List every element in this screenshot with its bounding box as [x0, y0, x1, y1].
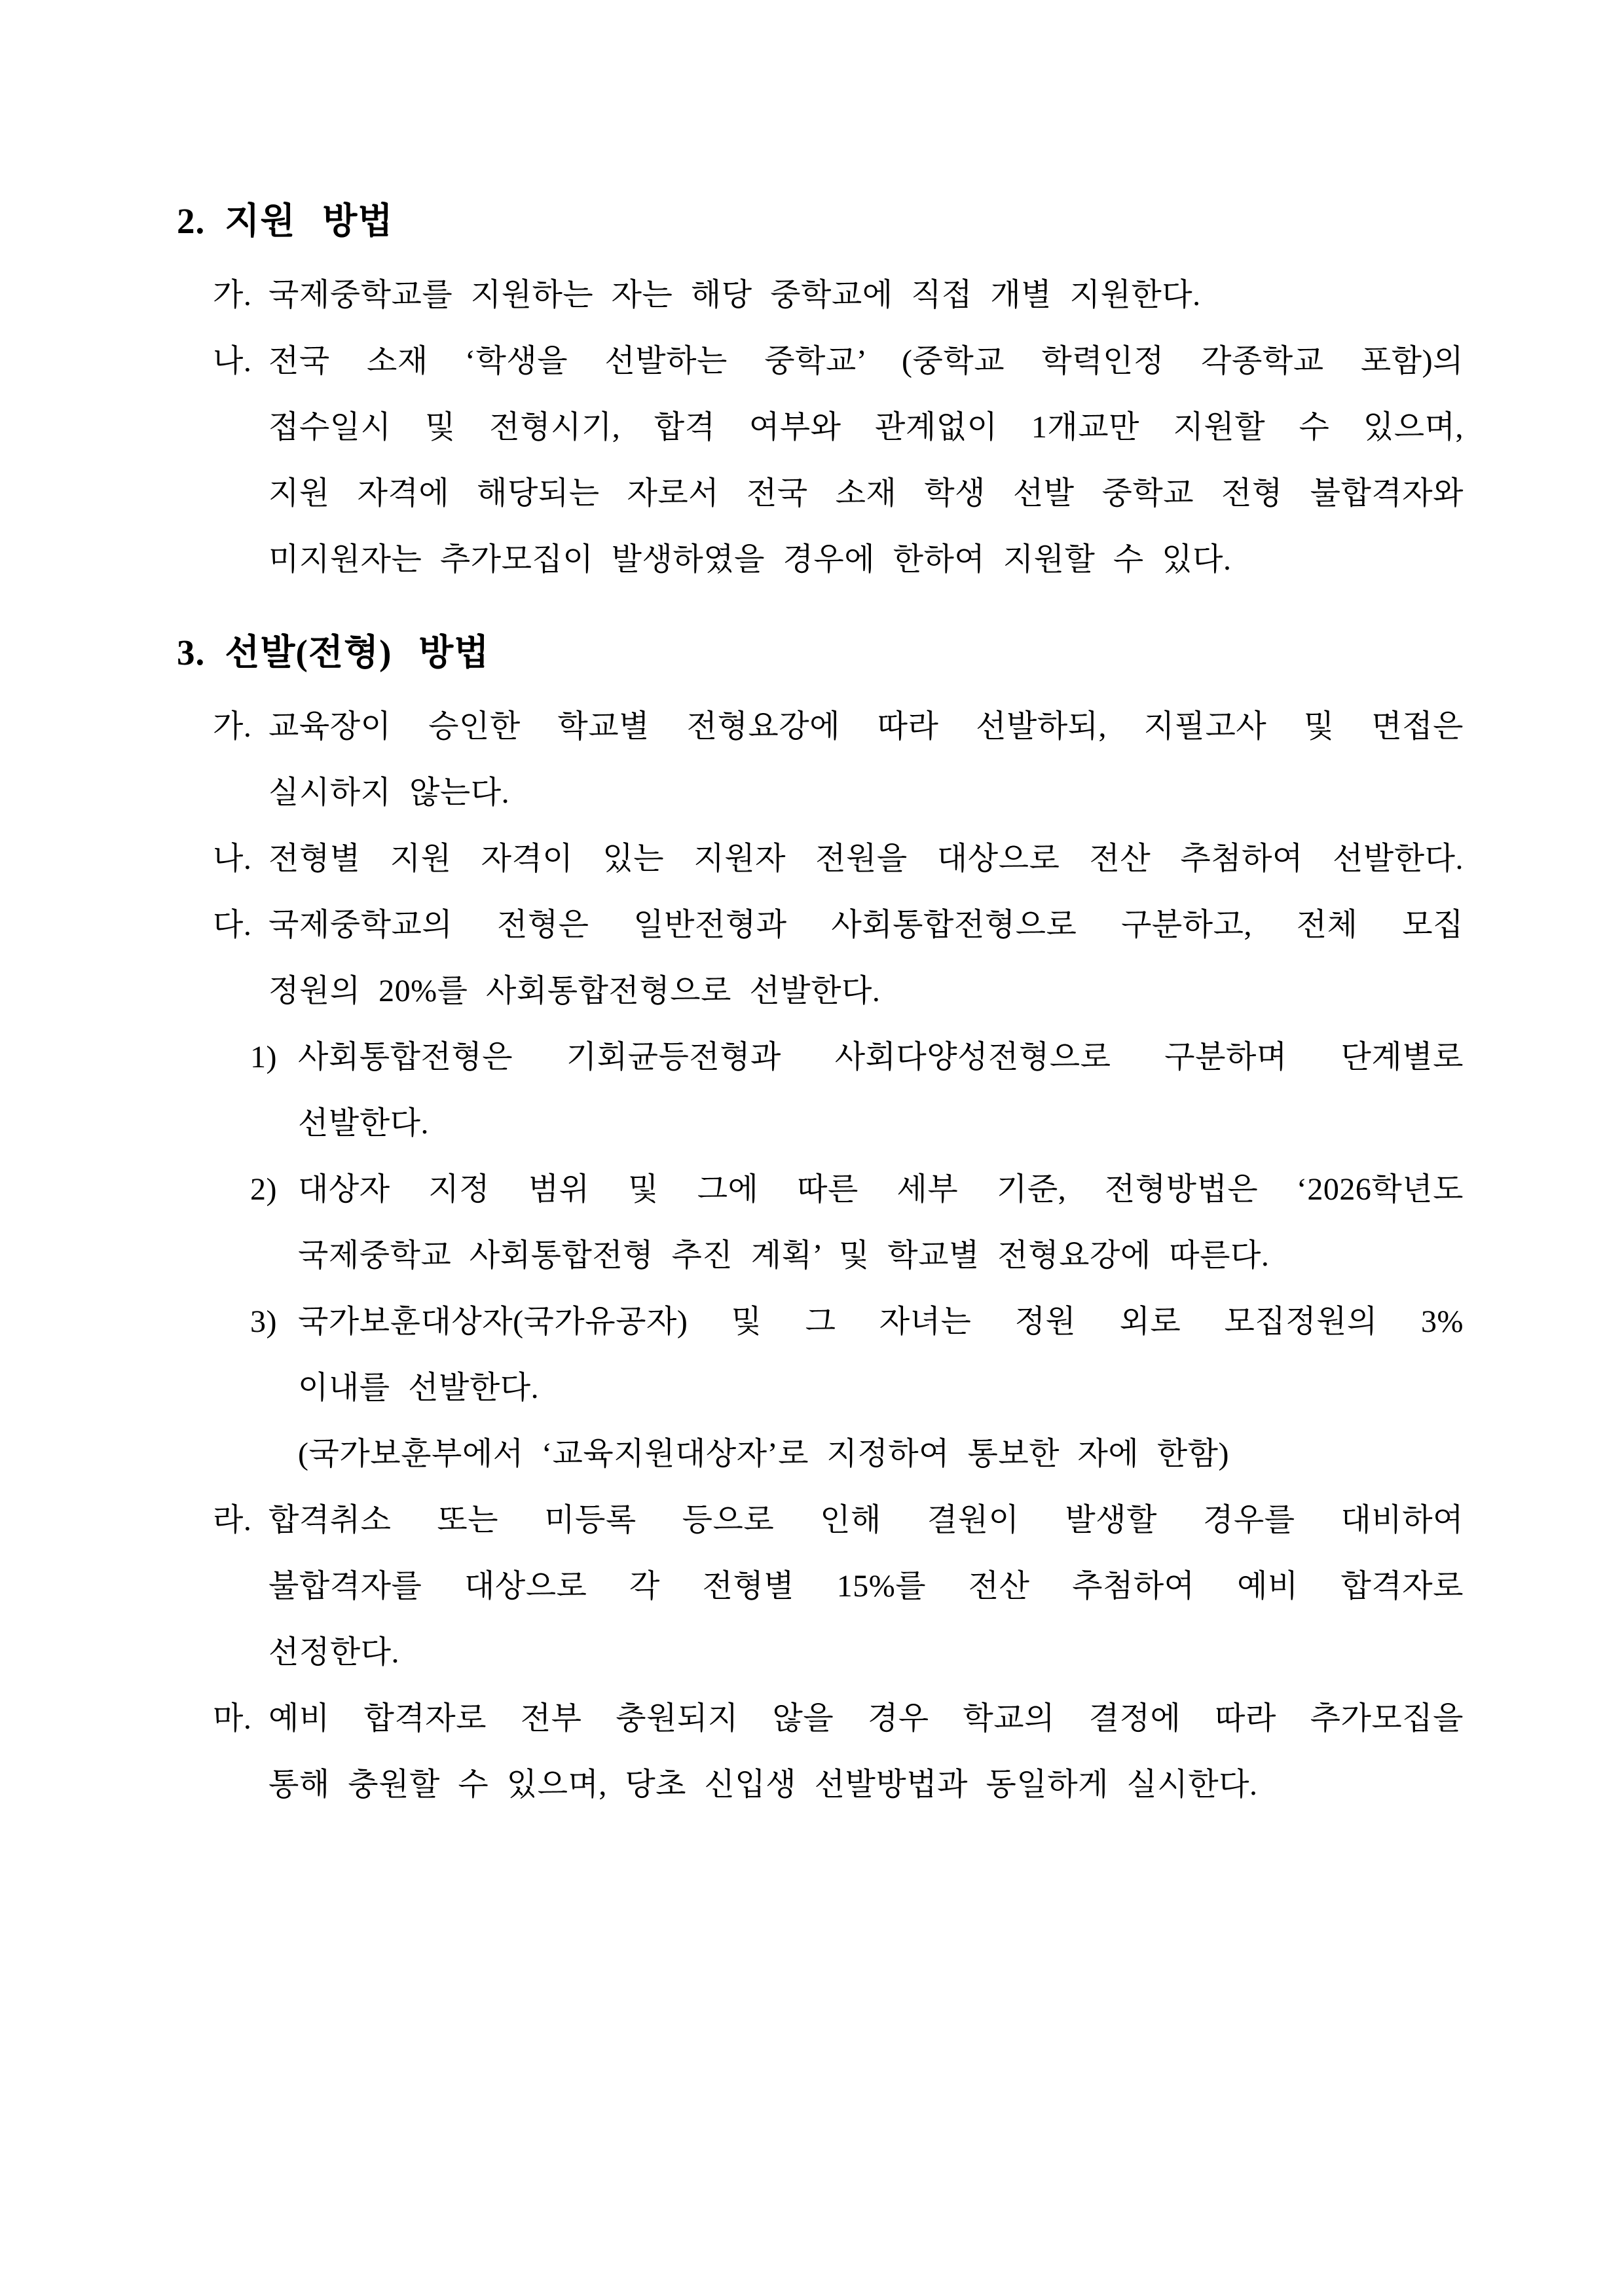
text-line: 교육장이 승인한 학교별 전형요강에 따라 선발하되, 지필고사 및 면접은: [268, 709, 1464, 744]
text-line: 대상자 지정 범위 및 그에 따른 세부 기준, 전형방법은 ‘2026학년도: [298, 1172, 1464, 1207]
item-label: 다.: [213, 908, 252, 942]
text-line: 합격취소 또는 미등록 등으로 인해 결원이 발생할 경우를 대비하여: [268, 1503, 1464, 1537]
section-number: 3.: [177, 633, 206, 672]
sub-list-item: [177, 1289, 1464, 1487]
text-line: 이내를 선발한다.: [298, 1370, 540, 1405]
text-line: 실시하지 않는다.: [268, 775, 510, 810]
text-line: 국가보훈대상자(국가유공자) 및 그 자녀는 정원 외로 모집정원의 3%: [298, 1304, 1464, 1339]
section-title: 선발(전형) 방법: [225, 633, 490, 672]
item-label: 나.: [213, 344, 252, 378]
section-selection-method: [177, 616, 1464, 1818]
list-item: [177, 693, 1464, 826]
list-item: [177, 1487, 1464, 1685]
text-line: 예비 합격자로 전부 충원되지 않을 경우 학교의 결정에 따라 추가모집을: [268, 1701, 1464, 1736]
item-label: 3): [250, 1304, 277, 1339]
section-heading: [177, 616, 1464, 689]
text-line: 전국 소재 ‘학생을 선발하는 중학교’ (중학교 학력인정 각종학교 포함)의: [268, 344, 1464, 378]
text-line: 지원 자격에 해당되는 자로서 전국 소재 학생 선발 중학교 전형 불합격자와: [268, 476, 1464, 511]
list-item: [177, 826, 1464, 892]
sub-list-item: [177, 1156, 1464, 1289]
text-line: 접수일시 및 전형시기, 합격 여부와 관계없이 1개교만 지원할 수 있으며,: [268, 410, 1464, 445]
section-body: [177, 262, 1464, 593]
text-line: 국제중학교를 지원하는 자는 해당 중학교에 직접 개별 지원한다.: [268, 278, 1201, 312]
list-item: [177, 1685, 1464, 1818]
item-label: 2): [250, 1172, 277, 1207]
section-title: 지원 방법: [225, 201, 394, 241]
text-line: 정원의 20%를 사회통합전형으로 선발한다.: [268, 974, 881, 1008]
item-label: 가.: [213, 709, 252, 744]
text-line: 불합격자를 대상으로 각 전형별 15%를 전산 추첨하여 예비 합격자로: [268, 1569, 1464, 1604]
item-label: 라.: [213, 1503, 252, 1537]
sub-list: [177, 1024, 1464, 1487]
text-line: 선정한다.: [268, 1635, 399, 1670]
item-label: 나.: [213, 841, 252, 876]
text-line: 선발한다.: [298, 1106, 429, 1141]
section-number: 2.: [177, 201, 206, 241]
text-line: 사회통합전형은 기회균등전형과 사회다양성전형으로 구분하며 단계별로: [298, 1040, 1464, 1074]
text-line: 미지원자는 추가모집이 발생하였을 경우에 한하여 지원할 수 있다.: [268, 542, 1232, 577]
section-body: [177, 693, 1464, 1818]
text-line: 국제중학교의 전형은 일반전형과 사회통합전형으로 구분하고, 전체 모집: [268, 908, 1464, 942]
list-item: [177, 262, 1464, 328]
document-body: [177, 185, 1464, 1818]
list-item: [177, 328, 1464, 593]
list-item: [177, 892, 1464, 1024]
item-label: 마.: [213, 1701, 252, 1736]
text-line: 통해 충원할 수 있으며, 당초 신입생 선발방법과 동일하게 실시한다.: [268, 1767, 1258, 1802]
section-heading: [177, 185, 1464, 258]
item-label: 1): [250, 1040, 277, 1074]
text-line: 국제중학교 사회통합전형 추진 계획’ 및 학교별 전형요강에 따른다.: [298, 1238, 1270, 1273]
sub-list-item: [177, 1024, 1464, 1156]
text-line: 전형별 지원 자격이 있는 지원자 전원을 대상으로 전산 추첨하여 선발한다.: [268, 841, 1464, 876]
text-line: (국가보훈부에서 ‘교육지원대상자’로 지정하여 통보한 자에 한함): [298, 1437, 1230, 1471]
item-label: 가.: [213, 278, 252, 312]
section-application-method: [177, 185, 1464, 593]
